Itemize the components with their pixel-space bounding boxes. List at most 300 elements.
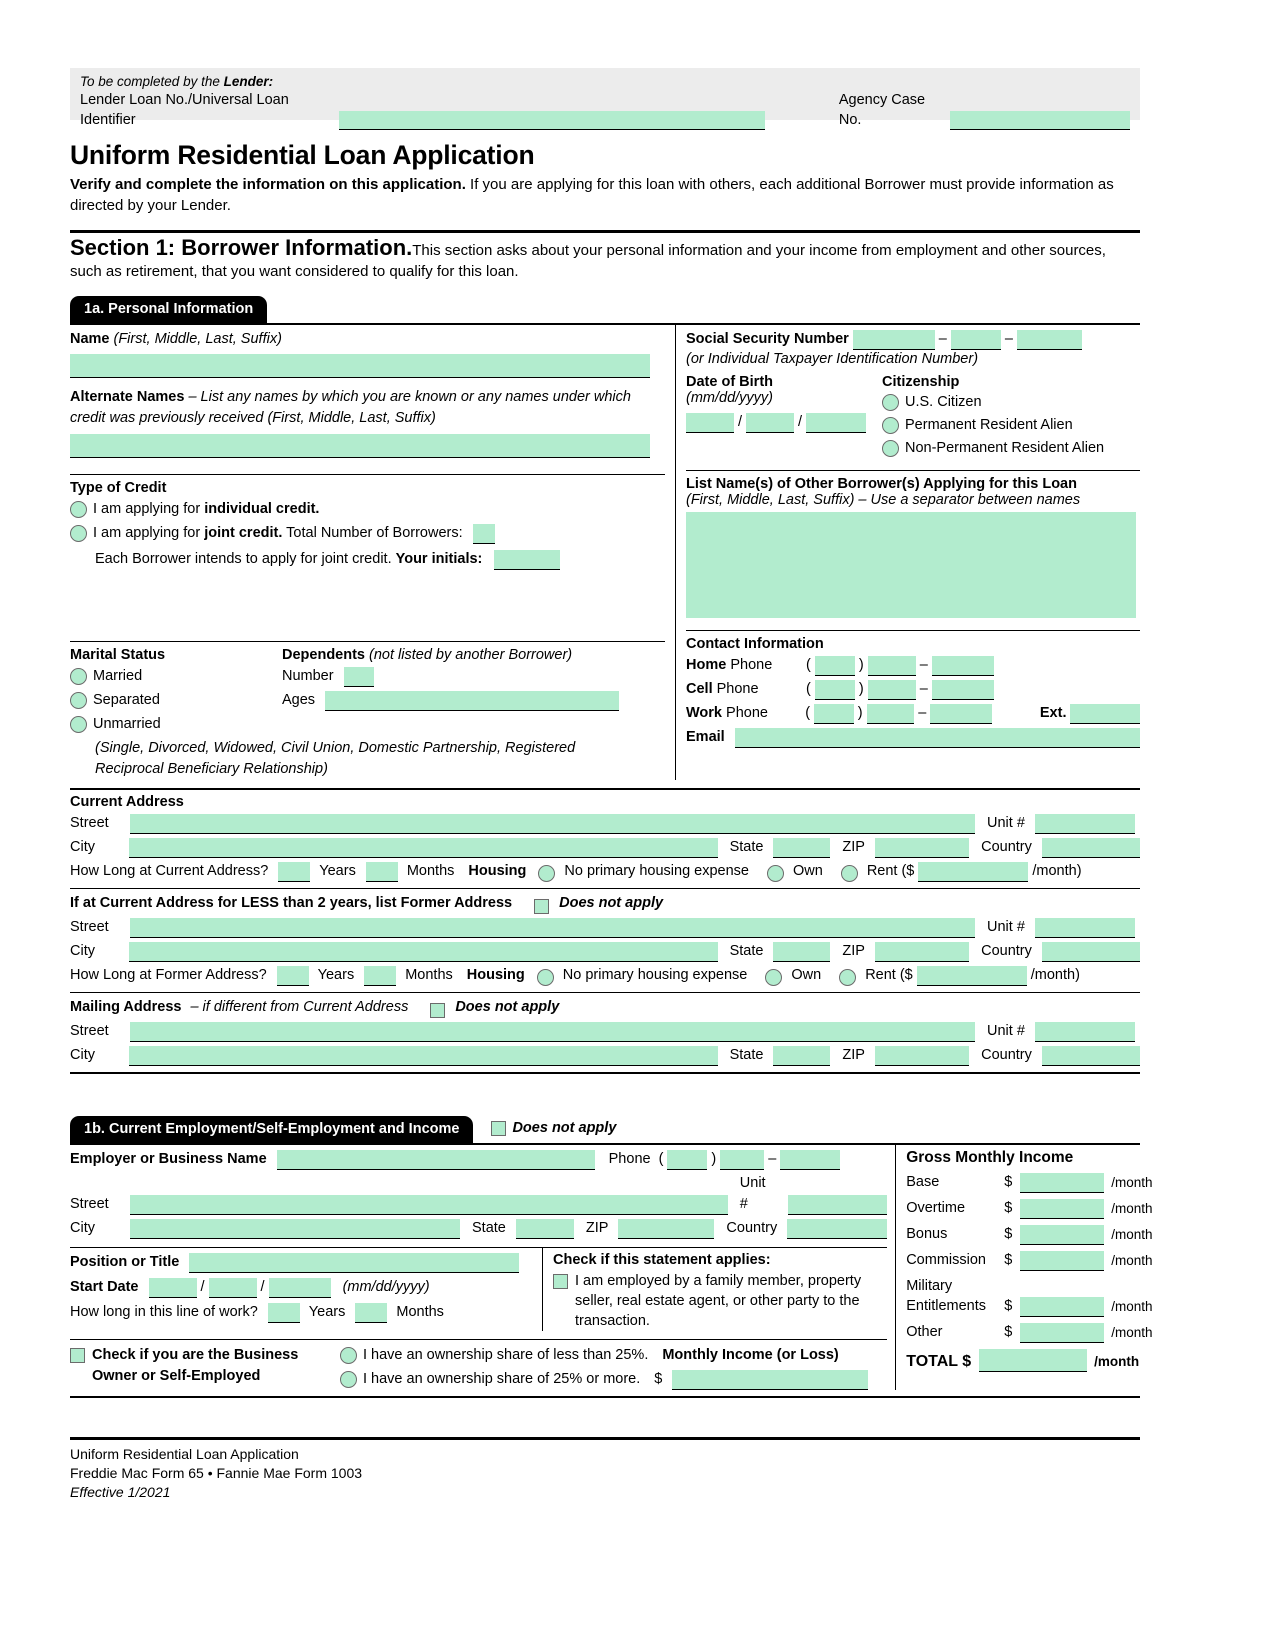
employment-does-not-apply-label: Does not apply — [512, 1120, 617, 1136]
ssn-row — [686, 329, 1140, 350]
ssn-dash-1: – — [938, 331, 947, 347]
position-row — [70, 1252, 534, 1273]
marital-dependents-block — [70, 647, 665, 735]
mailing-address-label: Mailing Address — [70, 999, 182, 1015]
former-no-primary-housing-label: No primary housing expense — [562, 967, 748, 983]
mailing-unit-input[interactable] — [1035, 1022, 1135, 1042]
citizenship-option-us-citizen[interactable] — [882, 392, 1140, 413]
income-row-overtime — [906, 1198, 1152, 1219]
lender-loan-no-input[interactable] — [339, 111, 765, 130]
home-phone-paren-open: ( — [806, 657, 811, 673]
name-label: Name — [70, 331, 110, 347]
footer-line-1: Uniform Residential Loan Application — [70, 1446, 299, 1462]
section1-heading: Section 1: Borrower Information. — [70, 235, 413, 260]
business-owner-check-group[interactable] — [70, 1345, 340, 1387]
employer-country-input[interactable] — [787, 1219, 887, 1239]
ssn-part2-input[interactable] — [951, 330, 1001, 350]
work-phone-paren-open: ( — [805, 705, 811, 721]
contact-information-divider — [686, 630, 1140, 631]
footer-line-2: Freddie Mac Form 65 • Fannie Mae Form 1003 — [70, 1465, 363, 1481]
credit-joint-text: I am applying for joint credit. Total Number of Borrowers: — [93, 525, 463, 541]
income-permonth-base: /month — [1111, 1175, 1153, 1190]
income-permonth-commission: /month — [1111, 1253, 1153, 1268]
former-street-input[interactable] — [130, 918, 975, 938]
income-currency-bonus: $ — [1004, 1226, 1013, 1242]
mailing-street-input[interactable] — [130, 1022, 975, 1042]
mailing-unit-label: Unit # — [987, 1023, 1025, 1039]
line-of-work-years-label: Years — [308, 1304, 346, 1320]
date-of-birth-inputs — [686, 412, 882, 433]
credit-individual-text: I am applying for individual credit. — [93, 501, 320, 517]
alternate-names-label-row — [70, 387, 665, 429]
date-of-birth-hint: (mm/dd/yyyy) — [686, 390, 773, 406]
alternate-names-hint: – List any names by which you are known or any names under which credit was previously received (First, Middle, Last, Suffix) — [70, 389, 631, 426]
radio-ownership-25-or-more-icon[interactable] — [340, 1371, 357, 1388]
dependents-label: Dependents — [282, 647, 365, 663]
work-phone-paren-close: ) — [857, 705, 863, 721]
your-initials-input[interactable] — [494, 550, 560, 570]
current-rent-amount-input[interactable] — [918, 862, 1028, 882]
former-country-label: Country — [981, 943, 1032, 959]
former-own-label: Own — [791, 967, 822, 983]
business-owner-block — [70, 1345, 887, 1390]
income-row-total — [906, 1349, 1152, 1372]
dob-slash-1: / — [738, 414, 743, 430]
dependents-label-row — [282, 647, 665, 663]
gross-monthly-income-heading: Gross Monthly Income — [906, 1149, 1074, 1166]
income-label-other: Other — [906, 1324, 943, 1340]
cell-phone-label: Cell Phone — [686, 681, 759, 697]
mailing-address-does-not-apply-label: Does not apply — [455, 999, 560, 1015]
employer-unit-input[interactable] — [788, 1195, 888, 1215]
other-borrowers-divider — [686, 470, 1140, 471]
income-label-overtime: Overtime — [906, 1200, 966, 1216]
start-date-hint: (mm/dd/yyyy) — [342, 1279, 430, 1295]
income-total-label: TOTAL $ — [906, 1353, 972, 1370]
employer-input[interactable] — [277, 1150, 595, 1170]
former-address-city-row — [70, 941, 1140, 962]
citizenship-option-non-permanent-resident[interactable] — [882, 438, 1140, 459]
former-unit-input[interactable] — [1035, 918, 1135, 938]
ext-input[interactable] — [1070, 704, 1140, 724]
current-address-top-rule — [70, 788, 1140, 790]
start-date-month-input[interactable] — [149, 1278, 197, 1298]
start-date-day-input[interactable] — [209, 1278, 257, 1298]
dob-slash-2: / — [798, 414, 803, 430]
radio-former-rent-icon[interactable] — [839, 969, 856, 986]
employer-phone-label: Phone — [608, 1151, 651, 1167]
position-statement-block — [70, 1248, 887, 1331]
employment-does-not-apply-group[interactable] — [491, 1118, 616, 1143]
dependents-number-row — [282, 666, 665, 687]
verify-instructions — [70, 174, 1140, 216]
agency-case-no-input[interactable] — [950, 111, 1130, 130]
how-long-former-label: How Long at Former Address? — [70, 967, 267, 983]
citizenship-option-permanent-resident[interactable] — [882, 415, 1140, 436]
marital-status-label: Marital Status — [70, 647, 166, 663]
work-phone-area-input[interactable] — [814, 704, 854, 724]
cell-phone-line-input[interactable] — [932, 680, 994, 700]
cell-phone-dash: – — [919, 681, 928, 697]
mailing-state-label: State — [729, 1047, 764, 1063]
position-input[interactable] — [189, 1253, 519, 1273]
position-label: Position or Title — [70, 1254, 180, 1270]
radio-permanent-resident-alien-icon[interactable] — [882, 417, 899, 434]
former-years-label: Years — [317, 967, 355, 983]
current-address-label: Current Address — [70, 794, 184, 810]
lender-strip — [70, 68, 1140, 128]
name-hint: (First, Middle, Last, Suffix) — [113, 331, 282, 347]
income-currency-base: $ — [1004, 1174, 1013, 1190]
current-unit-input[interactable] — [1035, 814, 1135, 834]
lender-loan-no-label: Lender Loan No./Universal Loan Identifier — [80, 92, 289, 128]
income-row-military — [906, 1277, 1152, 1317]
current-rent-per-month: /month) — [1032, 863, 1082, 879]
line-of-work-months-input[interactable] — [355, 1303, 387, 1323]
monthly-income-currency: $ — [654, 1371, 663, 1387]
current-years-label: Years — [319, 863, 356, 879]
income-input-bonus[interactable] — [1020, 1225, 1104, 1245]
other-borrowers-hint: (First, Middle, Last, Suffix) – Use a separator between names — [686, 492, 1081, 508]
other-borrowers-input[interactable] — [686, 512, 1136, 618]
ownership-25-or-more-option[interactable] — [340, 1369, 887, 1390]
current-months-label: Months — [406, 863, 455, 879]
work-phone-prefix-input[interactable] — [867, 704, 915, 724]
marital-option-married[interactable] — [70, 666, 282, 687]
citizenship-label: Citizenship — [882, 374, 960, 390]
footer-rule — [70, 1437, 1140, 1440]
footer-line-3: Effective 1/2021 — [70, 1484, 171, 1500]
radio-individual-credit-icon[interactable] — [70, 501, 87, 518]
checkbox-employed-by-family-member-icon[interactable] — [553, 1274, 568, 1289]
how-long-current-label: How Long at Current Address? — [70, 863, 269, 879]
employer-row — [70, 1149, 887, 1170]
how-long-line-of-work-label: How long in this line of work? — [70, 1304, 258, 1320]
mailing-address-header-row — [70, 997, 1140, 1018]
former-state-label: State — [729, 943, 764, 959]
business-owner-label: Check if you are the Business Owner or Self-Employed — [92, 1347, 299, 1384]
income-label-commission: Commission — [906, 1252, 986, 1268]
employer-phone-dash: – — [768, 1151, 777, 1167]
ssn-part3-input[interactable] — [1017, 330, 1082, 350]
email-label: Email — [686, 729, 725, 745]
lender-completed-by — [80, 73, 1130, 90]
dob-citizenship-block — [686, 374, 1140, 459]
dependents-number-label: Number — [282, 668, 334, 684]
radio-married-icon[interactable] — [70, 668, 87, 685]
former-rent-label: Rent ($ — [865, 967, 913, 983]
employer-city-label: City — [70, 1220, 95, 1236]
employer-city-row — [70, 1218, 887, 1239]
start-date-slash-1: / — [200, 1279, 205, 1295]
mailing-state-input[interactable] — [773, 1046, 830, 1066]
line-of-work-row — [70, 1302, 534, 1323]
employer-unit-label: Unit # — [739, 1175, 766, 1212]
work-phone-dash: – — [918, 705, 927, 721]
income-label-bonus: Bonus — [906, 1226, 948, 1242]
checkbox-business-owner-self-employed-icon[interactable] — [70, 1348, 85, 1363]
radio-non-permanent-resident-alien-icon[interactable] — [882, 440, 899, 457]
current-state-input[interactable] — [773, 838, 830, 858]
line-of-work-years-input[interactable] — [268, 1303, 300, 1323]
income-row-base — [906, 1172, 1152, 1193]
former-months-input[interactable] — [364, 966, 396, 986]
current-housing-label: Housing — [468, 863, 527, 879]
income-permonth-other: /month — [1111, 1325, 1153, 1340]
marital-option-separated[interactable] — [70, 690, 282, 711]
current-country-label: Country — [981, 839, 1032, 855]
type-of-credit-label: Type of Credit — [70, 480, 167, 496]
dependents-number-input[interactable] — [344, 667, 374, 687]
mailing-address-hint: – if different from Current Address — [190, 999, 409, 1015]
ownership-less-than-25-option[interactable] — [340, 1345, 887, 1366]
former-state-input[interactable] — [773, 942, 830, 962]
start-date-year-input[interactable] — [269, 1278, 331, 1298]
current-zip-label: ZIP — [842, 839, 865, 855]
section-1a-body — [70, 325, 1140, 780]
employer-state-input[interactable] — [516, 1219, 574, 1239]
income-currency-military: $ — [1004, 1298, 1013, 1314]
marital-status-note: (Single, Divorced, Widowed, Civil Union, Domestic Partnership, Registered Reciprocal Beneficiary Relationship) — [95, 740, 576, 777]
email-input[interactable] — [735, 728, 1140, 748]
alternate-names-label: Alternate Names — [70, 389, 185, 405]
current-city-label: City — [70, 839, 95, 855]
income-row-bonus — [906, 1224, 1152, 1245]
employer-phone-paren-close: ) — [711, 1151, 717, 1167]
current-months-input[interactable] — [366, 862, 398, 882]
current-country-input[interactable] — [1042, 838, 1140, 858]
home-phone-row — [686, 655, 1140, 676]
former-zip-label: ZIP — [842, 943, 865, 959]
mailing-country-input[interactable] — [1042, 1046, 1140, 1066]
email-row — [686, 727, 1140, 748]
radio-unmarried-icon[interactable] — [70, 716, 87, 733]
current-unit-label: Unit # — [987, 815, 1025, 831]
mailing-street-label: Street — [70, 1023, 109, 1039]
credit-individual-option[interactable] — [70, 499, 665, 520]
start-date-row — [70, 1277, 534, 1298]
dependents-hint: (not listed by another Borrower) — [369, 647, 573, 663]
employer-zip-input[interactable] — [618, 1219, 714, 1239]
start-date-slash-2: / — [260, 1279, 265, 1295]
current-address-city-row — [70, 837, 1140, 858]
income-permonth-bonus: /month — [1111, 1227, 1153, 1242]
former-address-label: If at Current Address for LESS than 2 years, list Former Address — [70, 895, 513, 911]
tab-1b-current-employment[interactable]: 1b. Current Employment/Self-Employment and Income — [70, 1116, 473, 1143]
marital-option-label-married: Married — [93, 668, 143, 684]
type-of-credit-divider — [70, 474, 665, 475]
mailing-country-label: Country — [981, 1047, 1032, 1063]
employed-by-family-member-label: I am employed by a family member, property seller, real estate agent, or other party to the transaction. — [575, 1273, 862, 1329]
page-footer — [70, 1437, 1140, 1502]
employer-zip-label: ZIP — [585, 1220, 609, 1236]
former-address-does-not-apply-label: Does not apply — [559, 895, 664, 911]
cell-phone-paren-close: ) — [858, 681, 864, 697]
radio-us-citizen-icon[interactable] — [882, 394, 899, 411]
radio-joint-credit-icon[interactable] — [70, 525, 87, 542]
income-currency-overtime: $ — [1004, 1200, 1013, 1216]
income-row-other — [906, 1322, 1152, 1343]
business-owner-divider — [70, 1339, 887, 1340]
former-street-label: Street — [70, 919, 109, 935]
tab-1a-personal-information[interactable]: 1a. Personal Information — [70, 296, 267, 323]
dob-month-input[interactable] — [686, 413, 734, 433]
former-rent-amount-input[interactable] — [917, 966, 1027, 986]
mailing-address-divider — [70, 992, 1140, 993]
ssn-dash-2: – — [1004, 331, 1013, 347]
income-permonth-overtime: /month — [1111, 1201, 1153, 1216]
former-address-street-row — [70, 917, 1140, 938]
contact-information-label: Contact Information — [686, 636, 824, 652]
mailing-address-bottom-rule — [70, 1072, 1140, 1074]
ownership-25-or-more-label: I have an ownership share of 25% or more. — [363, 1371, 641, 1387]
employer-phone-paren-open: ( — [658, 1151, 664, 1167]
current-street-input[interactable] — [130, 814, 975, 834]
citizenship-label-us-citizen: U.S. Citizen — [905, 394, 982, 410]
employer-street-label: Street — [70, 1196, 109, 1212]
work-phone-label: Work Phone — [686, 705, 768, 721]
date-of-birth-label: Date of Birth — [686, 374, 773, 390]
home-phone-dash: – — [919, 657, 928, 673]
cell-phone-row — [686, 679, 1140, 700]
current-years-input[interactable] — [278, 862, 310, 882]
cell-phone-area-input[interactable] — [815, 680, 855, 700]
cell-phone-prefix-input[interactable] — [868, 680, 916, 700]
joint-initials-row — [95, 549, 665, 570]
marital-option-label-unmarried: Unmarried — [93, 716, 161, 732]
employer-state-label: State — [472, 1220, 506, 1236]
ssn-label: Social Security Number — [686, 331, 849, 347]
mailing-address-street-row — [70, 1021, 1140, 1042]
radio-current-no-primary-housing-expense-icon[interactable] — [538, 865, 555, 882]
marital-divider — [70, 641, 665, 642]
radio-current-rent-icon[interactable] — [841, 865, 858, 882]
employer-city-input[interactable] — [130, 1219, 460, 1239]
home-phone-prefix-input[interactable] — [868, 656, 916, 676]
former-country-input[interactable] — [1042, 942, 1140, 962]
section1-divider — [70, 230, 1140, 233]
former-housing-label: Housing — [466, 967, 525, 983]
current-address-street-row — [70, 813, 1140, 834]
verify-rest-text: If you are applying for this loan with others, each additional Borrower must provide information as directed by your Lender. — [70, 176, 1114, 214]
work-phone-line-input[interactable] — [930, 704, 992, 724]
former-rent-per-month: /month) — [1030, 967, 1080, 983]
home-phone-line-input[interactable] — [932, 656, 994, 676]
family-member-statement-row[interactable] — [553, 1271, 887, 1331]
income-input-commission[interactable] — [1020, 1251, 1104, 1271]
dependents-ages-input[interactable] — [325, 691, 619, 711]
section-1b-bottom-rule — [70, 1396, 1140, 1398]
current-state-label: State — [729, 839, 764, 855]
mailing-city-input[interactable] — [129, 1046, 718, 1066]
income-input-military[interactable] — [1020, 1297, 1104, 1317]
ssn-part1-input[interactable] — [853, 330, 935, 350]
home-phone-area-input[interactable] — [815, 656, 855, 676]
home-phone-paren-close: ) — [858, 657, 864, 673]
radio-ownership-less-than-25-icon[interactable] — [340, 1347, 357, 1364]
income-permonth-military: /month — [1111, 1299, 1153, 1314]
alternate-names-input[interactable] — [70, 434, 650, 458]
current-own-label: Own — [792, 863, 823, 879]
former-address-duration-row — [70, 965, 1140, 986]
current-no-primary-housing-label: No primary housing expense — [564, 863, 749, 879]
former-city-label: City — [70, 943, 95, 959]
checkbox-former-address-does-not-apply-icon[interactable] — [534, 899, 549, 914]
monthly-income-or-loss-label: Monthly Income (or Loss) — [662, 1347, 839, 1363]
ext-label: Ext. — [1039, 705, 1067, 721]
income-input-overtime[interactable] — [1020, 1199, 1104, 1219]
income-label-military-line1: Military — [906, 1278, 953, 1294]
section1-block — [70, 237, 1140, 282]
mailing-zip-input[interactable] — [875, 1046, 969, 1066]
line-of-work-months-label: Months — [396, 1304, 444, 1320]
radio-current-own-icon[interactable] — [767, 865, 784, 882]
current-zip-input[interactable] — [875, 838, 969, 858]
employer-phone-line-input[interactable] — [780, 1150, 840, 1170]
income-input-other[interactable] — [1020, 1323, 1104, 1343]
income-label-military: Entitlements — [906, 1298, 986, 1314]
employer-street-input[interactable] — [130, 1195, 728, 1215]
current-rent-label: Rent ($ — [866, 863, 915, 879]
mailing-address-city-row — [70, 1045, 1140, 1066]
monthly-income-input[interactable] — [672, 1370, 868, 1390]
agency-case-no-label: Agency Case No. — [838, 92, 926, 128]
employer-phone-area-input[interactable] — [667, 1150, 707, 1170]
income-currency-commission: $ — [1004, 1252, 1013, 1268]
statement-applies-label: Check if this statement applies: — [553, 1252, 771, 1268]
former-address-divider — [70, 888, 1140, 889]
former-address-header-row — [70, 893, 1140, 914]
income-row-commission — [906, 1250, 1152, 1271]
ssn-sub-label: (or Individual Taxpayer Identification Number) — [686, 351, 979, 367]
radio-former-no-primary-housing-expense-icon[interactable] — [537, 969, 554, 986]
dob-year-input[interactable] — [806, 413, 866, 433]
section1-description: This section asks about your personal information and your income from employment and other sources, such as retirement, that you want considered to qualify for this loan. — [70, 242, 1106, 280]
radio-former-own-icon[interactable] — [765, 969, 782, 986]
current-city-input[interactable] — [129, 838, 718, 858]
income-total-input[interactable] — [979, 1349, 1087, 1372]
former-zip-input[interactable] — [875, 942, 969, 962]
ownership-less-than-25-label: I have an ownership share of less than 25%. — [363, 1347, 649, 1363]
home-phone-label: Home Phone — [686, 657, 773, 673]
verify-bold-text: Verify and complete the information on this application. — [70, 176, 466, 193]
joint-initials-text: Each Borrower intends to apply for joint credit. Your initials: — [95, 551, 483, 567]
section-1b-body — [70, 1145, 1153, 1390]
checkbox-mailing-address-does-not-apply-icon[interactable] — [430, 1003, 445, 1018]
name-label-row — [70, 329, 665, 350]
former-months-label: Months — [405, 967, 453, 983]
former-years-input[interactable] — [277, 966, 309, 986]
marital-option-unmarried[interactable] — [70, 714, 282, 735]
current-street-label: Street — [70, 815, 109, 831]
total-borrowers-input[interactable] — [473, 524, 495, 544]
income-input-base[interactable] — [1020, 1173, 1104, 1193]
name-input[interactable] — [70, 354, 650, 378]
employer-phone-prefix-input[interactable] — [720, 1150, 764, 1170]
checkbox-employment-does-not-apply-icon[interactable] — [491, 1121, 506, 1136]
current-address-duration-row — [70, 861, 1140, 882]
income-label-base: Base — [906, 1174, 940, 1190]
radio-separated-icon[interactable] — [70, 692, 87, 709]
dob-day-input[interactable] — [746, 413, 794, 433]
work-phone-row — [686, 703, 1140, 724]
start-date-label: Start Date — [70, 1279, 139, 1295]
citizenship-label-permanent-resident: Permanent Resident Alien — [905, 417, 1073, 433]
cell-phone-paren-open: ( — [806, 681, 811, 697]
former-city-input[interactable] — [129, 942, 718, 962]
gross-monthly-income-panel — [895, 1145, 1152, 1390]
credit-joint-option[interactable] — [70, 523, 665, 544]
